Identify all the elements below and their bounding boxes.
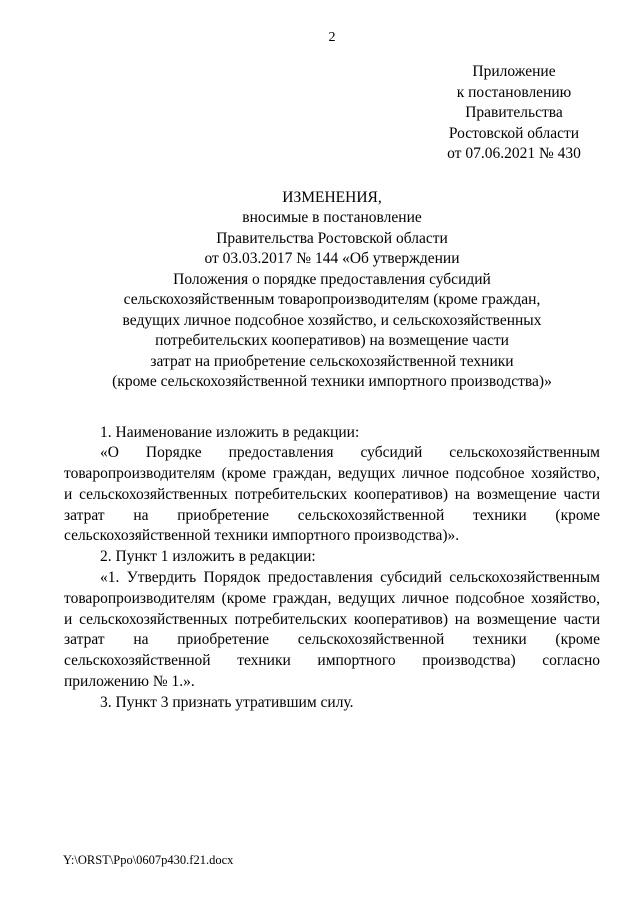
appendix-line: к постановлению bbox=[456, 83, 572, 101]
page-number: 2 bbox=[328, 30, 336, 45]
appendix-line: от 07.06.2021 № 430 bbox=[447, 145, 581, 162]
title-line: затрат на приобретение сельскохозяйственной техники bbox=[150, 352, 514, 370]
title-line: сельскохозяйственным товаропроизводителям (кроме граждан, bbox=[123, 291, 541, 308]
appendix-line: Приложение bbox=[472, 63, 556, 80]
body-line: затрат на приобретение сельскохозяйственной техники (кроме bbox=[64, 506, 600, 524]
title-line: потребительских кооперативов) на возмещение части bbox=[155, 332, 509, 349]
document-title bbox=[64, 188, 600, 393]
body-line: товаропроизводителям (кроме граждан, ведущих личное подсобное хозяйство, bbox=[64, 465, 600, 483]
title-line: Правительства Ростовской области bbox=[216, 229, 448, 247]
document-body bbox=[64, 423, 600, 714]
body-line: «О Порядке предоставления субсидий сельскохозяйственным bbox=[100, 444, 600, 462]
body-line: приложению № 1.». bbox=[64, 673, 195, 691]
title-line: вносимые в постановление bbox=[242, 209, 422, 226]
title-line: Положения о порядке предоставления субсидий bbox=[173, 270, 491, 288]
body-line: 1. Наименование изложить в редакции: bbox=[100, 423, 360, 441]
title-line: от 03.03.2017 № 144 «Об утверждении bbox=[204, 250, 460, 267]
title-line: ведущих личное подсобное хозяйство, и сельскохозяйственных bbox=[122, 311, 542, 329]
title-line: ИЗМЕНЕНИЯ, bbox=[282, 188, 382, 206]
appendix-line: Правительства bbox=[465, 104, 563, 121]
file-path-footer: Y:\ORST\Ppo\0607p430.f21.docx bbox=[63, 853, 234, 867]
body-line: «1. Утвердить Порядок предоставления субсидий сельскохозяйственным bbox=[100, 569, 600, 587]
body-line: сельскохозяйственной техники импортного производства) согласно bbox=[64, 652, 600, 670]
appendix-line: Ростовской области bbox=[448, 124, 580, 142]
body-line: товаропроизводителям (кроме граждан, ведущих личное подсобное хозяйство, bbox=[64, 589, 600, 607]
body-line: сельскохозяйственной техники импортного производства)». bbox=[64, 527, 460, 545]
appendix-reference-block bbox=[428, 62, 600, 165]
body-line: и сельскохозяйственных потребительских кооперативов) на возмещение части bbox=[64, 610, 600, 628]
body-line: 2. Пункт 1 изложить в редакции: bbox=[100, 548, 316, 566]
body-line: и сельскохозяйственных потребительских кооперативов) на возмещение части bbox=[64, 485, 600, 503]
title-line: (кроме сельскохозяйственной техники импортного производства)» bbox=[112, 373, 552, 390]
body-line: 3. Пункт 3 признать утратившим силу. bbox=[100, 693, 354, 711]
body-line: затрат на приобретение сельскохозяйственной техники (кроме bbox=[64, 631, 600, 649]
